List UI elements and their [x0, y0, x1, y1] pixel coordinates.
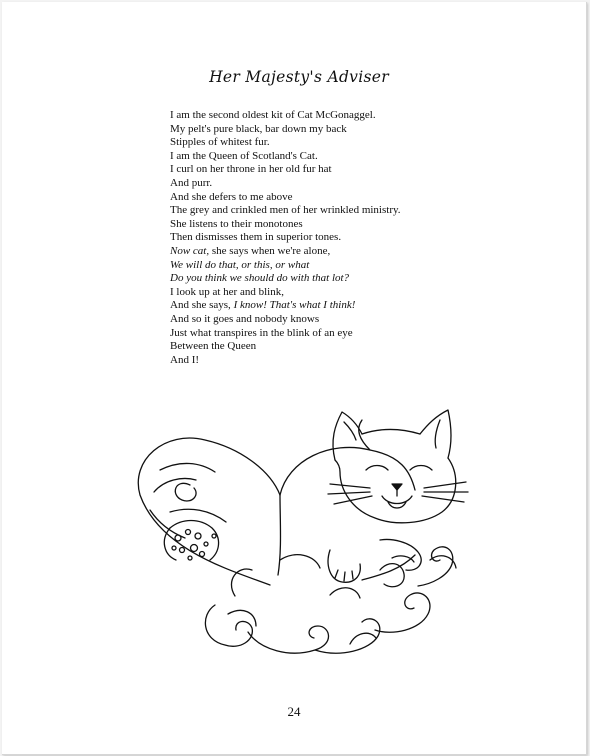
poem-line: And purr.	[170, 176, 213, 189]
poem-line: Between the Queen	[170, 340, 257, 353]
poem-line: She listens to their monotones	[170, 217, 303, 230]
poem-line: Then dismisses them in superior tones.	[170, 231, 342, 244]
poem-line: Do you think we should do with that lot?	[170, 272, 350, 285]
poem-body	[170, 109, 401, 367]
poem-line: And she defers to me above	[170, 190, 293, 203]
poem-line: Now cat, she says when we're alone,	[170, 244, 331, 257]
poem-line: I look up at her and blink,	[170, 285, 284, 298]
poem-line: I am the second oldest kit of Cat McGonaggel.	[170, 109, 376, 121]
cat-illustration-icon	[130, 400, 480, 662]
poem-line: I am the Queen of Scotland's Cat.	[170, 149, 318, 162]
poem-line: And she says, I know! That's what I think!	[170, 299, 356, 312]
poem-line: My pelt's pure black, bar down my back	[170, 122, 347, 135]
poem-line: Just what transpires in the blink of an eye	[170, 326, 353, 339]
poem-line: I curl on her throne in her old fur hat	[170, 163, 332, 176]
poem-line: The grey and crinkled men of her wrinkled ministry.	[170, 204, 401, 217]
document-page	[2, 2, 587, 755]
poem-line: Stipples of whitest fur.	[170, 136, 270, 149]
page-title: Her Majesty's Adviser	[209, 68, 389, 86]
poem-line: We will do that, or this, or what	[170, 258, 310, 271]
poem-line: And I!	[170, 353, 200, 366]
page-number: 24	[287, 704, 301, 719]
poem-line: And so it goes and nobody knows	[170, 312, 320, 325]
